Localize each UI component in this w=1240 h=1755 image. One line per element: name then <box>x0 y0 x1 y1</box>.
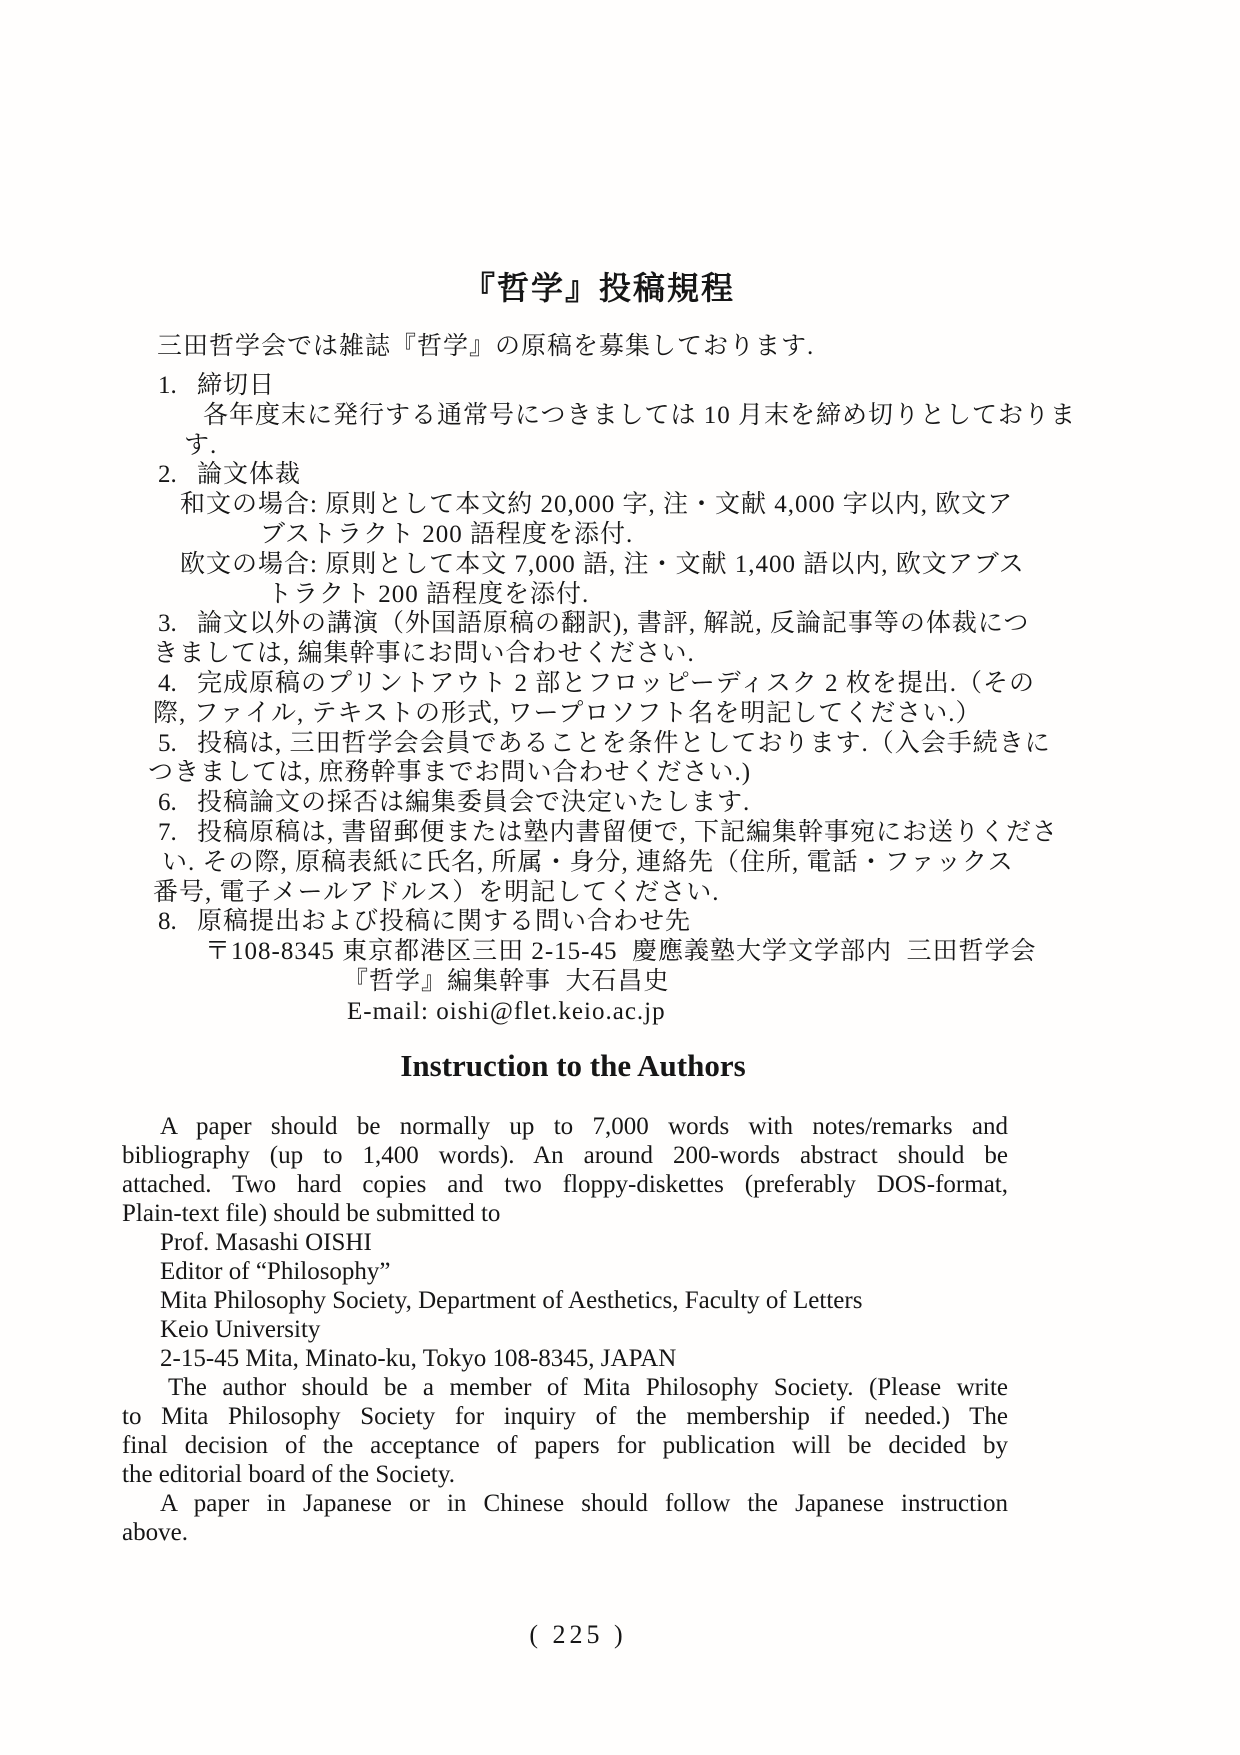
english-section-heading: Instruction to the Authors <box>400 1048 746 1083</box>
jp-text-line: トラクト 200 語程度を添付. <box>267 581 590 608</box>
jp-text-line: い. その際, 原稿表紙に氏名, 所属・身分, 連絡先（住所, 電話・ファックス <box>162 849 1014 876</box>
en-text-line: 2-15-45 Mita, Minato-ku, Tokyo 108-8345, JAPAN <box>160 1345 677 1372</box>
jp-text-line: 際, ファイル, テキストの形式, ワープロソフト名を明記してください.） <box>153 700 982 727</box>
en-text-line: above. <box>122 1519 188 1546</box>
en-text-line: A paper in Japanese or in Chinese should follow the Japanese instruction <box>160 1490 1008 1517</box>
jp-numbered-item-line: 7. 投稿原稿は, 書留郵便または塾内書留便で, 下記編集幹事宛にお送りくださ <box>158 819 1059 846</box>
jp-text-line: 三田哲学会では雑誌『哲学』の原稿を募集しております. <box>157 333 815 360</box>
en-text-line: Plain-text file) should be submitted to <box>122 1200 501 1227</box>
item-number: 2. <box>158 461 177 488</box>
item-number: 3. <box>158 610 177 637</box>
en-text-line: Mita Philosophy Society, Department of Aesthetics, Faculty of Letters <box>160 1287 863 1314</box>
jp-text-line: 各年度末に発行する通常号につきましては 10 月末を締め切りとしておりま <box>203 402 1077 429</box>
jp-numbered-item-line: 4. 完成原稿のプリントアウト 2 部とフロッピーディスク 2 枚を提出.（その <box>158 670 1036 697</box>
en-text-line: A paper should be normally up to 7,000 words with notes/remarks and <box>160 1113 1008 1140</box>
item-number: 7. <box>158 819 177 846</box>
en-text-line: Keio University <box>160 1316 321 1343</box>
en-text-line: Editor of “Philosophy” <box>160 1258 391 1285</box>
page-number: ( 225 ) <box>529 1620 627 1649</box>
jp-text-line: つきましては, 庶務幹事までお問い合わせください.) <box>148 759 752 786</box>
jp-numbered-item-line: 1. 締切日 <box>158 372 276 399</box>
page-title: 『哲学』投稿規程 <box>463 270 736 306</box>
jp-numbered-item-line: 8. 原稿提出および投稿に関する問い合わせ先 <box>158 908 692 935</box>
jp-text-line: ブストラクト 200 語程度を添付. <box>260 521 634 548</box>
item-number: 5. <box>158 730 177 757</box>
en-text-line: final decision of the acceptance of papers for publication will be decided by <box>122 1432 1008 1459</box>
jp-numbered-item-line: 6. 投稿論文の採否は編集委員会で決定いたします. <box>158 789 751 816</box>
jp-text-line: 『哲学』編集幹事 大石昌史 <box>343 968 670 995</box>
en-text-line: bibliography (up to 1,400 words). An around 200-words abstract should be <box>122 1142 1008 1169</box>
en-text-line: attached. Two hard copies and two floppy-diskettes (preferably DOS-format, <box>122 1171 1008 1198</box>
item-number: 8. <box>158 908 177 935</box>
en-text-line: The author should be a member of Mita Philosophy Society. (Please write <box>168 1374 1008 1401</box>
jp-numbered-item-line: 3. 論文以外の講演（外国語原稿の翻訳), 書評, 解説, 反論記事等の体裁につ <box>158 610 1030 637</box>
jp-numbered-item-line: 2. 論文体裁 <box>158 461 302 488</box>
jp-text-line: 〒108-8345 東京都港区三田 2-15-45 慶應義塾大学文学部内 三田哲学会 <box>205 938 1037 965</box>
jp-text-line: 欧文の場合: 原則として本文 7,000 語, 注・文献 1,400 語以内, 欧文アブス <box>180 551 1025 578</box>
jp-text-line: E-mail: oishi@flet.keio.ac.jp <box>347 998 666 1025</box>
jp-text-line: 番号, 電子メールアドルス）を明記してください. <box>153 879 720 906</box>
jp-text-line: 和文の場合: 原則として本文約 20,000 字, 注・文献 4,000 字以内, 欧文ア <box>180 491 1014 518</box>
en-text-line: the editorial board of the Society. <box>122 1461 455 1488</box>
jp-text-line: す. <box>184 432 218 459</box>
en-text-line: to Mita Philosophy Society for inquiry of the membership if needed.) The <box>122 1403 1008 1430</box>
item-number: 4. <box>158 670 177 697</box>
item-number: 1. <box>158 372 177 399</box>
jp-numbered-item-line: 5. 投稿は, 三田哲学会会員であることを条件としております.（入会手続きに <box>158 730 1051 757</box>
jp-text-line: きましては, 編集幹事にお問い合わせください. <box>153 640 695 667</box>
item-number: 6. <box>158 789 177 816</box>
en-text-line: Prof. Masashi OISHI <box>160 1229 372 1256</box>
